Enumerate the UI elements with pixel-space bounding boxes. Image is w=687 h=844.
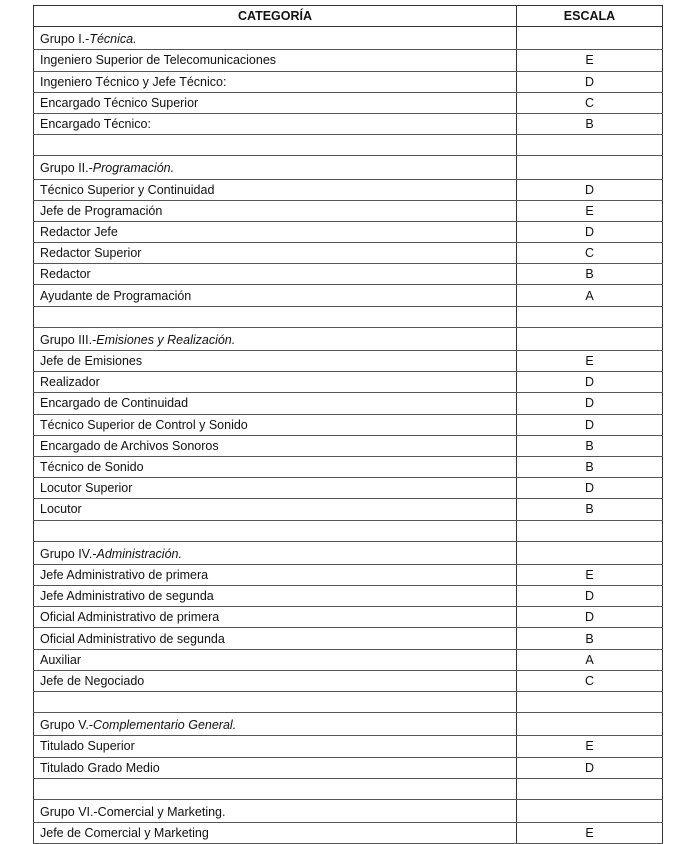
blank-row: [34, 520, 663, 541]
group-escala-cell: [517, 713, 663, 736]
group-escala-cell: [517, 27, 663, 50]
blank-cell: [34, 692, 517, 713]
table-row: [34, 92, 663, 113]
categoria-cell: Redactor Superior: [34, 243, 517, 264]
escala-cell: D: [517, 221, 663, 242]
group-title: [34, 799, 517, 822]
escala-cell: B: [517, 456, 663, 477]
escala-cell: B: [517, 628, 663, 649]
header-categoria: CATEGORÍA: [34, 6, 517, 27]
categoria-cell: Redactor: [34, 264, 517, 285]
categoria-cell: Técnico Superior de Control y Sonido: [34, 414, 517, 435]
table-row: [34, 736, 663, 757]
table-row: [34, 179, 663, 200]
table-row: [34, 414, 663, 435]
group-row: [34, 541, 663, 564]
table-row: [34, 71, 663, 92]
categoria-cell: Técnico Superior y Continuidad: [34, 179, 517, 200]
escala-cell: D: [517, 478, 663, 499]
categoria-cell: Auxiliar: [34, 649, 517, 670]
table-row: [34, 564, 663, 585]
categoria-escala-table: [33, 5, 663, 844]
table-row: [34, 607, 663, 628]
escala-cell: E: [517, 564, 663, 585]
escala-cell: B: [517, 113, 663, 134]
escala-cell: A: [517, 285, 663, 306]
escala-cell: D: [517, 757, 663, 778]
categoria-cell: Jefe de Comercial y Marketing: [34, 823, 517, 844]
group-name: Emisiones y Realización.: [96, 332, 236, 347]
group-escala-cell: [517, 541, 663, 564]
group-escala-cell: [517, 799, 663, 822]
blank-row: [34, 692, 663, 713]
blank-cell: [34, 778, 517, 799]
categoria-cell: Titulado Grado Medio: [34, 757, 517, 778]
table-row: [34, 113, 663, 134]
categoria-cell: Locutor Superior: [34, 478, 517, 499]
group-name: Técnica.: [89, 32, 137, 47]
table-row: [34, 351, 663, 372]
table-row: [34, 285, 663, 306]
blank-cell: [517, 135, 663, 156]
categoria-cell: Titulado Superior: [34, 736, 517, 757]
categoria-cell: Ingeniero Técnico y Jefe Técnico:: [34, 71, 517, 92]
table-row: [34, 478, 663, 499]
categoria-cell: Redactor Jefe: [34, 221, 517, 242]
table-row: [34, 200, 663, 221]
table-body: [34, 27, 663, 844]
escala-cell: D: [517, 71, 663, 92]
table-row: [34, 50, 663, 71]
group-prefix: Grupo IV.-: [40, 546, 97, 561]
table-row: [34, 372, 663, 393]
blank-cell: [517, 692, 663, 713]
blank-row: [34, 778, 663, 799]
escala-cell: B: [517, 435, 663, 456]
categoria-cell: Jefe de Negociado: [34, 670, 517, 691]
table-row: [34, 456, 663, 477]
group-escala-cell: [517, 156, 663, 179]
escala-cell: D: [517, 414, 663, 435]
table-row: [34, 757, 663, 778]
categoria-cell: Encargado de Archivos Sonoros: [34, 435, 517, 456]
group-row: [34, 327, 663, 350]
table-header-row: [34, 6, 663, 27]
group-title: [34, 327, 517, 350]
categoria-cell: Encargado de Continuidad: [34, 393, 517, 414]
categoria-cell: Técnico de Sonido: [34, 456, 517, 477]
group-name: Comercial y Marketing.: [97, 805, 226, 820]
escala-cell: D: [517, 372, 663, 393]
blank-cell: [34, 520, 517, 541]
header-escala: ESCALA: [517, 6, 663, 27]
blank-cell: [34, 306, 517, 327]
group-prefix: Grupo V.-: [40, 718, 94, 733]
table-row: [34, 499, 663, 520]
group-prefix: Grupo I.-: [40, 32, 90, 47]
escala-cell: C: [517, 92, 663, 113]
categoria-cell: Realizador: [34, 372, 517, 393]
blank-cell: [517, 520, 663, 541]
table-row: [34, 435, 663, 456]
group-prefix: Grupo II.-: [40, 161, 93, 176]
escala-cell: C: [517, 243, 663, 264]
group-name: Complementario General.: [93, 718, 237, 733]
categoria-cell: Ayudante de Programación: [34, 285, 517, 306]
group-escala-cell: [517, 327, 663, 350]
categoria-cell: Oficial Administrativo de segunda: [34, 628, 517, 649]
group-title: [34, 156, 517, 179]
blank-cell: [517, 306, 663, 327]
categoria-cell: Ingeniero Superior de Telecomunicaciones: [34, 50, 517, 71]
group-row: [34, 713, 663, 736]
categoria-cell: Jefe Administrativo de primera: [34, 564, 517, 585]
escala-cell: E: [517, 823, 663, 844]
group-row: [34, 799, 663, 822]
escala-cell: D: [517, 393, 663, 414]
escala-cell: E: [517, 351, 663, 372]
escala-cell: E: [517, 200, 663, 221]
escala-cell: E: [517, 736, 663, 757]
table-row: [34, 586, 663, 607]
escala-cell: E: [517, 50, 663, 71]
table-row: [34, 670, 663, 691]
escala-cell: B: [517, 264, 663, 285]
blank-cell: [517, 778, 663, 799]
escala-cell: C: [517, 670, 663, 691]
categoria-cell: Encargado Técnico:: [34, 113, 517, 134]
table-row: [34, 264, 663, 285]
group-title: [34, 27, 517, 50]
categoria-cell: Encargado Técnico Superior: [34, 92, 517, 113]
blank-cell: [34, 135, 517, 156]
group-row: [34, 27, 663, 50]
table-row: [34, 221, 663, 242]
escala-cell: D: [517, 586, 663, 607]
escala-cell: B: [517, 499, 663, 520]
group-name: Administración.: [96, 546, 182, 561]
group-prefix: Grupo VI.-: [40, 805, 98, 820]
categoria-cell: Jefe de Programación: [34, 200, 517, 221]
group-name: Programación.: [92, 161, 175, 176]
group-title: [34, 541, 517, 564]
group-row: [34, 156, 663, 179]
table-row: [34, 628, 663, 649]
categoria-cell: Oficial Administrativo de primera: [34, 607, 517, 628]
blank-row: [34, 135, 663, 156]
table-row: [34, 393, 663, 414]
escala-cell: A: [517, 649, 663, 670]
table-row: [34, 243, 663, 264]
escala-cell: D: [517, 179, 663, 200]
categoria-cell: Locutor: [34, 499, 517, 520]
categoria-cell: Jefe de Emisiones: [34, 351, 517, 372]
escala-cell: D: [517, 607, 663, 628]
blank-row: [34, 306, 663, 327]
table-row: [34, 649, 663, 670]
group-prefix: Grupo III.-: [40, 332, 97, 347]
categoria-cell: Jefe Administrativo de segunda: [34, 586, 517, 607]
group-title: [34, 713, 517, 736]
